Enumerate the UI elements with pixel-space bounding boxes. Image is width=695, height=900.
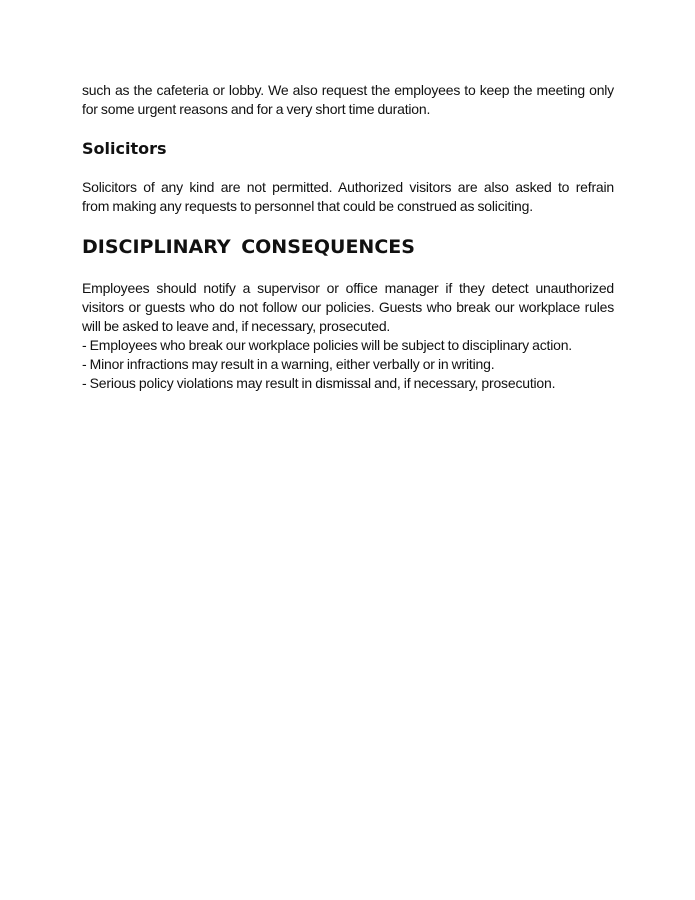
text-line: visitors or guests who do not follow our policies. Guests who break our workplace rules	[82, 299, 614, 315]
list-item: - Minor infractions may result in a warning, either verbally or in writing.	[82, 356, 495, 372]
section-heading-solicitors: Solicitors	[82, 139, 167, 158]
disciplinary-paragraph	[82, 279, 614, 393]
text-line: will be asked to leave and, if necessary, prosecuted.	[82, 318, 391, 334]
text-line: for some urgent reasons and for a very short time duration.	[82, 101, 431, 117]
intro-paragraph	[82, 81, 614, 119]
solicitors-paragraph	[82, 178, 614, 216]
text-line: Solicitors of any kind are not permitted. Authorized visitors are also asked to refrain	[82, 179, 614, 195]
list-item: - Employees who break our workplace policies will be subject to disciplinary action.	[82, 337, 572, 353]
list-item: - Serious policy violations may result in dismissal and, if necessary, prosecution.	[82, 375, 556, 391]
text-line: Employees should notify a supervisor or office manager if they detect unauthorized	[82, 280, 614, 296]
text-line: from making any requests to personnel that could be construed as soliciting.	[82, 198, 533, 214]
text-line: such as the cafeteria or lobby. We also request the employees to keep the meeting only	[82, 82, 614, 98]
section-heading-disciplinary: DISCIPLINARY CONSEQUENCES	[82, 236, 415, 258]
document-page	[82, 0, 614, 393]
